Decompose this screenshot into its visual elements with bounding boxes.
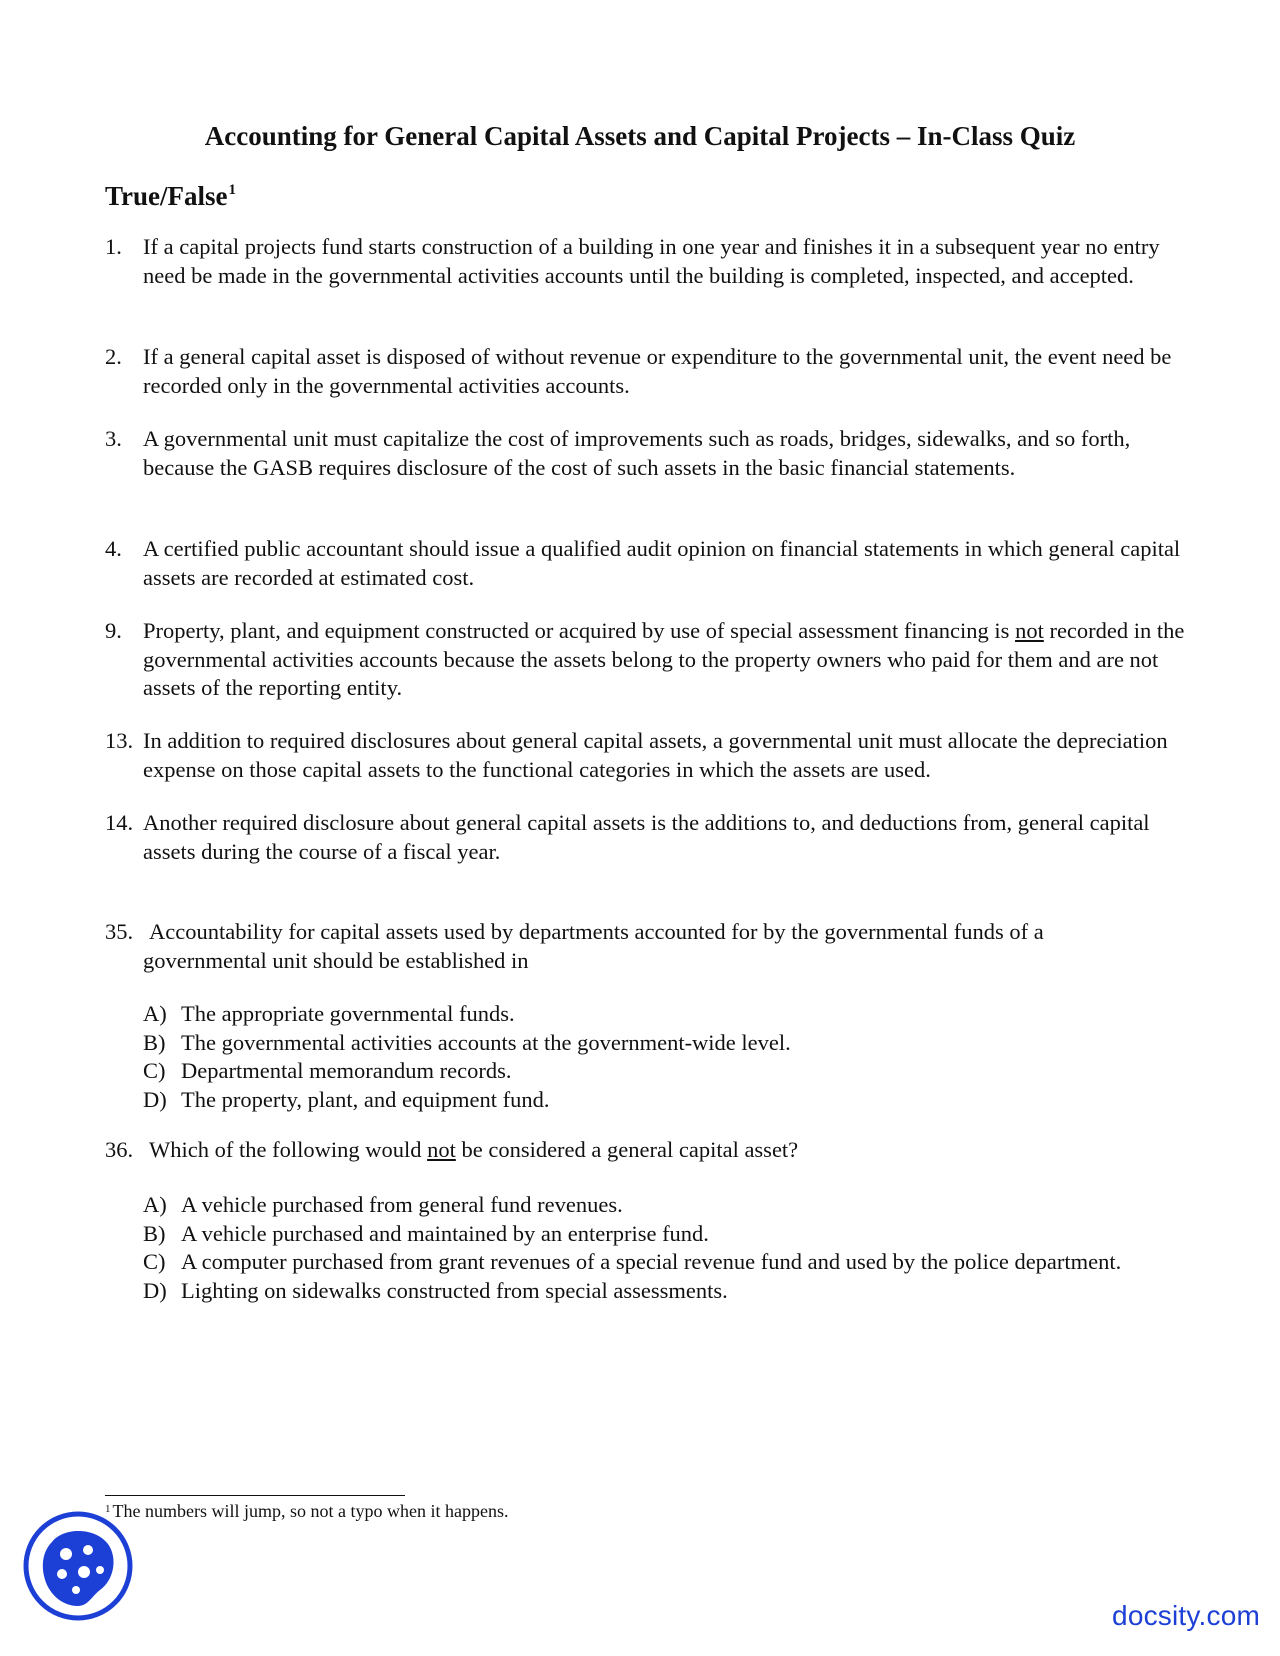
question-35 — [105, 918, 1185, 975]
question-9 — [105, 617, 1185, 703]
question-number: 36. — [105, 1137, 134, 1162]
question-2 — [105, 343, 1185, 400]
option-letter: B) — [143, 1029, 166, 1055]
option-text: A computer purchased from grant revenues of a special revenue fund and used by the police department. — [181, 1249, 1122, 1274]
option-text: The property, plant, and equipment fund. — [181, 1086, 550, 1112]
emphasis-not: not — [427, 1137, 456, 1162]
option-text: The governmental activities accounts at the government-wide level. — [181, 1029, 791, 1055]
question-number: 3. — [105, 426, 122, 451]
footnote-divider — [105, 1495, 405, 1496]
option-text: The appropriate governmental funds. — [181, 1001, 515, 1026]
question-36 — [105, 1136, 1185, 1165]
question-number: 13. — [105, 728, 134, 753]
option-letter: C) — [143, 1249, 166, 1274]
question-stem-part: be considered a general capital asset? — [455, 1137, 799, 1162]
section-heading-label: True/False — [105, 181, 228, 211]
question-number: 35. — [105, 919, 134, 944]
option-b — [143, 1220, 1143, 1249]
question-number: 1. — [105, 234, 122, 259]
question-stem-line-1: Accountability for capital assets used by departments accounted for by the governmental funds of a — [149, 919, 1044, 944]
question-text: If a capital projects fund starts construction of a building in one year and finishes it in a subsequent year no entry need be made in the governmental activities accounts until the building is completed, inspected, and accepted. — [143, 234, 1160, 288]
question-text: Another required disclosure about general capital assets is the additions to, and deductions from, general capital assets during the course of a fiscal year. — [143, 810, 1150, 864]
question-text-part: Property, plant, and equipment constructed or acquired by use of special assessment financing is — [143, 618, 1016, 643]
question-4 — [105, 535, 1185, 592]
question-number: 14. — [105, 810, 134, 835]
option-d — [143, 1277, 1143, 1306]
footnote-marker: 1 — [105, 1503, 111, 1515]
question-3 — [105, 425, 1185, 482]
option-c — [143, 1057, 1143, 1086]
question-text: A governmental unit must capitalize the cost of improvements such as roads, bridges, sidewalks, and so forth, because the GASB requires disclosure of the cost of such assets in the basic financial statements. — [143, 426, 1131, 480]
question-1 — [105, 233, 1185, 290]
question-13 — [105, 727, 1185, 784]
question-number: 4. — [105, 536, 122, 561]
option-a — [143, 1000, 1143, 1029]
emphasis-not: not — [1015, 618, 1044, 643]
option-letter: C) — [143, 1058, 166, 1083]
question-36-options — [143, 1191, 1143, 1305]
option-letter: D) — [143, 1277, 167, 1303]
option-text: Lighting on sidewalks constructed from special assessments. — [181, 1277, 728, 1303]
docsity-logo-icon[interactable] — [22, 1510, 134, 1622]
question-text — [143, 617, 1185, 703]
option-d — [143, 1086, 1143, 1115]
option-text: Departmental memorandum records. — [181, 1058, 512, 1083]
footnote-reference: 1 — [228, 182, 236, 198]
option-letter: A) — [143, 1001, 167, 1026]
question-stem — [149, 1136, 1185, 1165]
section-heading-true-false — [105, 178, 236, 214]
question-text: In addition to required disclosures about general capital assets, a governmental unit must allocate the depreciation expense on those capital assets to the functional categories in which the assets are used. — [143, 728, 1168, 782]
option-text: A vehicle purchased and maintained by an enterprise fund. — [181, 1220, 709, 1246]
option-letter: D) — [143, 1086, 167, 1112]
question-14 — [105, 809, 1185, 866]
footnote — [105, 1500, 508, 1522]
option-text: A vehicle purchased from general fund revenues. — [181, 1192, 623, 1217]
option-a — [143, 1191, 1143, 1220]
footnote-text: The numbers will jump, so not a typo when it happens. — [112, 1501, 509, 1521]
page-title: Accounting for General Capital Assets and Capital Projects – In-Class Quiz — [204, 121, 1076, 151]
question-text-part: recorded in the governmental activities accounts because the assets belong to the property owners who paid for them and are not assets of the reporting entity. — [143, 618, 1185, 700]
question-number: 2. — [105, 344, 122, 369]
question-stem-line-2: governmental unit should be established in — [143, 947, 529, 973]
option-b — [143, 1029, 1143, 1058]
docsity-watermark-link[interactable]: docsity.com — [1112, 1600, 1260, 1631]
question-35-options — [143, 1000, 1143, 1114]
question-stem-part: Which of the following would — [149, 1137, 428, 1162]
question-number: 9. — [105, 618, 122, 643]
question-text: If a general capital asset is disposed of without revenue or expenditure to the governmental unit, the event need be recorded only in the governmental activities accounts. — [143, 344, 1172, 398]
option-letter: A) — [143, 1192, 167, 1217]
question-text: A certified public accountant should issue a qualified audit opinion on financial statements in which general capital assets are recorded at estimated cost. — [143, 536, 1181, 590]
option-c — [143, 1248, 1143, 1277]
option-letter: B) — [143, 1220, 166, 1246]
